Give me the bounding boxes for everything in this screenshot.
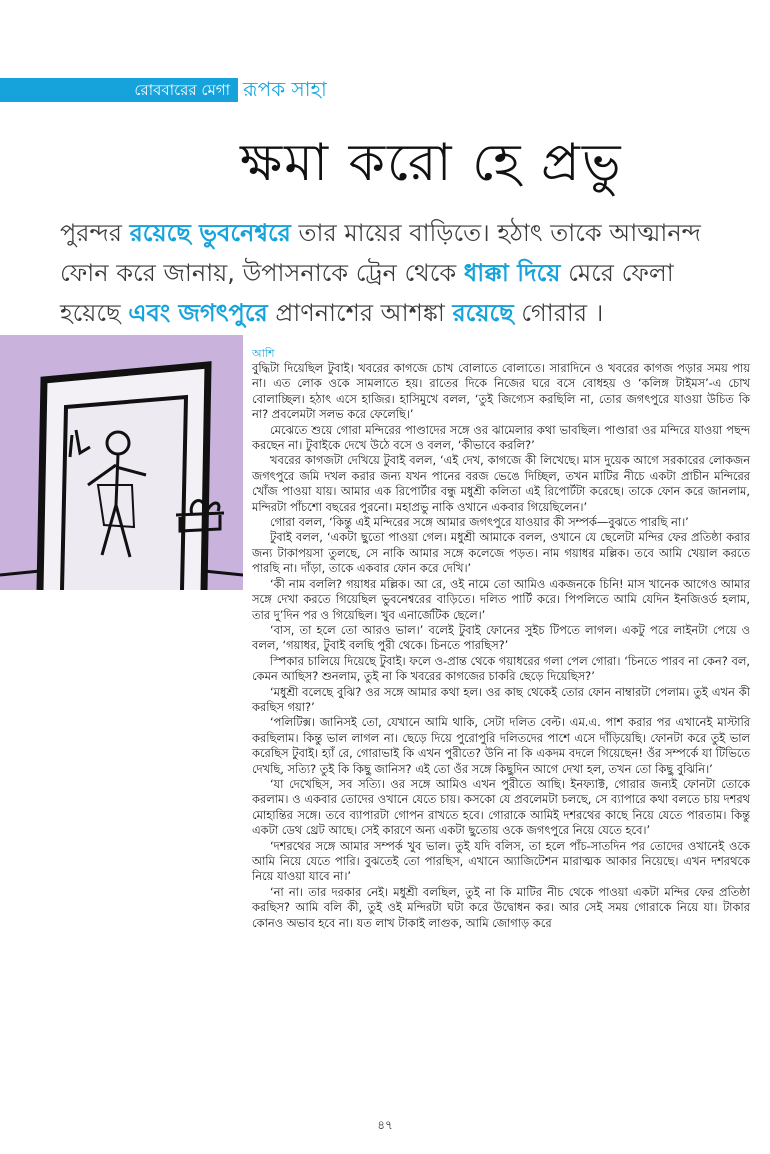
body-paragraph: স্পিকার চালিয়ে দিয়েছে টুবাই। ফলে ও-প্রান্ত থেকে গয়াধরের গলা পেল গোরা। ‘চিনতে পারব না কেন? বল, কেমন আছিস? শুনলাম, তুই না কি খবরের কাগজের চাকরি ছেড়ে দিয়েছিস?’ — [252, 653, 750, 684]
deck-text: পুরন্দর — [60, 219, 130, 247]
body-paragraph: ‘না না। তার দরকার নেই। মধুশ্রী বলছিল, তুই না কি মাটির নীচ থেকে পাওয়া একটা মন্দির ফের প্রতিষ্ঠা করছিস? আমি বলি কী, তুই ওই মন্দিরটা ঘটা করে উদ্বোধন কর। আর সেই সময় গোরাকে নিয়ে যা। টাকার কোনও অভাব হবে না। যত লাখ টাকাই লাগুক, আমি জোগাড় করে — [252, 884, 750, 930]
body-paragraph: মেঝেতে শুয়ে গোরা মন্দিরের পাণ্ডাদের সঙ্গে ওর ঝামেলার কথা ভাবছিল। পাণ্ডারা ওর মন্দিরে যাওয়া পছন্দ করছেন না। টুবাইকে দেখে উঠে বসে ও বলল, ‘কীভাবে করলি?’ — [252, 422, 750, 453]
body-paragraph: খবরের কাগজটা দেখিয়ে টুবাই বলল, ‘এই দেখ, কাগজে কী লিখেছে। মাস দুয়েক আগে সরকারের লোকজন জগৎপুরে জমি দখল করার জন্য যখন পানের বরজ ভেঙে দিচ্ছিল, তখন মাটির নীচে একটা প্রাচীন মন্দিরের খোঁজ পাওয়া যায়। আমার এক রিপোর্টার বন্ধু মধুশ্রী কলিতা এই রিপোর্টটা করেছে। তাকে ফোন করে জানলাম, মন্দিরটা পাঁচশো বছরের পুরনো। মহাপ্রভু নাকি ওখানে একবার গিয়েছিলেন।’ — [252, 453, 750, 514]
deck-highlight: এবং জগৎপুরে — [128, 299, 268, 327]
section-marker: আশি — [252, 347, 275, 360]
body-paragraph: টুবাই বলল, ‘একটা ছুতো পাওয়া গেল। মধুশ্রী আমাকে বলল, ওখানে যে ছেলেটা মন্দির ফের প্রতিষ্ঠা করার জন্য টাকাপয়সা তুলছে, সে নাকি আমার সঙ্গে কলেজে পড়ত। নাম গয়াধর মল্লিক। তবে আমি খেয়াল করতে পারছি না। দাঁড়া, তাকে একবার ফোন করে দেখি।’ — [252, 530, 750, 576]
body-paragraph: গোরা বলল, ‘কিন্তু এই মন্দিরের সঙ্গে আমার জগৎপুরে যাওয়ার কী সম্পর্ক—বুঝতে পারছি না।’ — [270, 515, 689, 530]
deck-text: প্রাণনাশের আশঙ্কা — [267, 299, 453, 327]
deck-highlight: রয়েছে — [452, 299, 514, 327]
body-paragraph: ‘কী নাম বললি? গয়াধর মল্লিক। আ রে, ওই নামে তো আমিও একজনকে চিনি! মাস খানেক আগেও আমার সঙ্গে দেখা করতে গিয়েছিল ভুবনেশ্বরের বাড়িতে। দলিত পার্টি করে। পিপলিতে আমি যেদিন ইনজিওর্ড হলাম, তার দু’দিন পর ও গিয়েছিল। খুব এনার্জেটিক ছেলে।’ — [252, 576, 750, 622]
author-name — [243, 76, 327, 102]
deck-highlight: রয়েছে ভুবনেশ্বরে — [129, 219, 291, 247]
deck-text: তার মায়ের বাড়িতে। হঠাৎ তাকে আত্মানন্দ ফোন করে জানায়, উপাসনাকে ট্রেন থেকে — [60, 219, 701, 287]
series-label: রোববারের মেগা — [134, 81, 230, 99]
story-illustration — [0, 335, 243, 590]
deck-highlight: ধাক্কা দিয়ে — [463, 259, 561, 287]
deck-text: গোরার । — [513, 299, 604, 327]
body-paragraph: ‘যা দেখেছিস, সব সত্যি। ওর সঙ্গে আমিও এখন পুরীতে আছি। ইনফ্যাক্ট, গোরার জন্যই ফোনটা তোকে করলাম। ও একবার তোদের ওখানে যেতে চায়। কসকো যে প্রবলেমটা চলছে, সে ব্যাপারে কথা বলতে চায় দশরথ মোহান্তির সঙ্গে। তবে ব্যাপারটা গোপন রাখতে হবে। গোরাকে আমিই দশরথের কাছে নিয়ে যেতে পারতাম। কিন্তু একটা ডেথ থ্রেট আছে। সেই কারণে অন্য একটা ছুতোয় ওকে জগৎপুরে নিয়ে যেতে হবে।’ — [252, 776, 750, 838]
story-title: ক্ষমা করো হে প্রভু — [240, 133, 623, 193]
series-label-bar — [0, 78, 238, 102]
body-paragraph: ‘মধুশ্রী বলেছে বুঝি? ওর সঙ্গে আমার কথা হল। ওর কাছ থেকেই তোর ফোন নাম্বারটা পেলাম। তুই এখন কী করছিস গয়া?’ — [252, 684, 750, 714]
body-paragraph: ‘বাস, তা হলে তো আরও ভাল।’ বলেই টুবাই ফোনের সুইচ টিপতে লাগল। একটু পরে লাইনটা পেয়ে ও বলল, ‘গয়াধর, টুবাই বলছি পুরী থেকে। চিনতে পারছিস?’ — [252, 622, 750, 653]
author-name-text: রূপক সাহা — [243, 77, 327, 101]
page-number: ৪৭ — [377, 1118, 393, 1132]
article-body — [252, 361, 750, 931]
body-paragraph: বুদ্ধিটা দিয়েছিল টুবাই। খবরের কাগজে চোখ বোলাতে বোলাতে। সারাদিনে ও খবরের কাগজ পড়ার সময় পায় না। এত লোক ওকে সামলাতে হয়। রাতের দিকে নিজের ঘরে বসে বোধহয় ও ‘কলিঙ্গ টাইমস’-এ চোখ বোলাচ্ছিল। হঠাৎ এসে হাজির। হাসিমুখে বলল, ‘তুই জিগ্যেস করছিলি না, তোর জগৎপুরে যাওয়া উচিত কি না? প্রবলেমটা সলভ করে ফেলেছি।’ — [252, 361, 750, 422]
illustration-drawing — [0, 335, 243, 590]
body-paragraph: ‘পলিটিক্স। জানিসই তো, যেখানে আমি থাকি, সেটা দলিত বেল্ট। এম.এ. পাশ করার পর এখানেই মাস্টারি করছিলাম। কিন্তু ভাল লাগল না। ছেড়ে দিয়ে পুরোপুরি দলিতদের পাশে এসে দাঁড়িয়েছি। ফোনটা করে তুই ভাল করেছিস টুবাই। হ্যাঁ রে, গোরাভাই কি এখন পুরীতে? উনি না কি একদম বদলে গিয়েছেন! ওঁর সম্পর্কে যা টিভিতে দেখছি, সত্যি? তুই কি কিছু জানিস? এই তো ওঁর সঙ্গে কিছুদিন আগে দেখা হল, তখন তো কিছু বুঝিনি।’ — [252, 715, 750, 776]
story-deck — [60, 213, 720, 333]
body-paragraph: ‘দশরথের সঙ্গে আমার সম্পর্ক খুব ভাল। তুই যদি বলিস, তা হলে পাঁচ-সাতদিন পর তোদের ওখানেই ওকে আমি নিয়ে যেতে পারি। বুঝতেই তো পারছিস, এখানে অ্যাজিটেশন মারাত্মক আকার নিয়েছে। এখন দশরথকে নিয়ে যাওয়া যাবে না।’ — [252, 838, 750, 884]
deck-text: মেরে ফেলা হয়েছে — [60, 259, 674, 327]
